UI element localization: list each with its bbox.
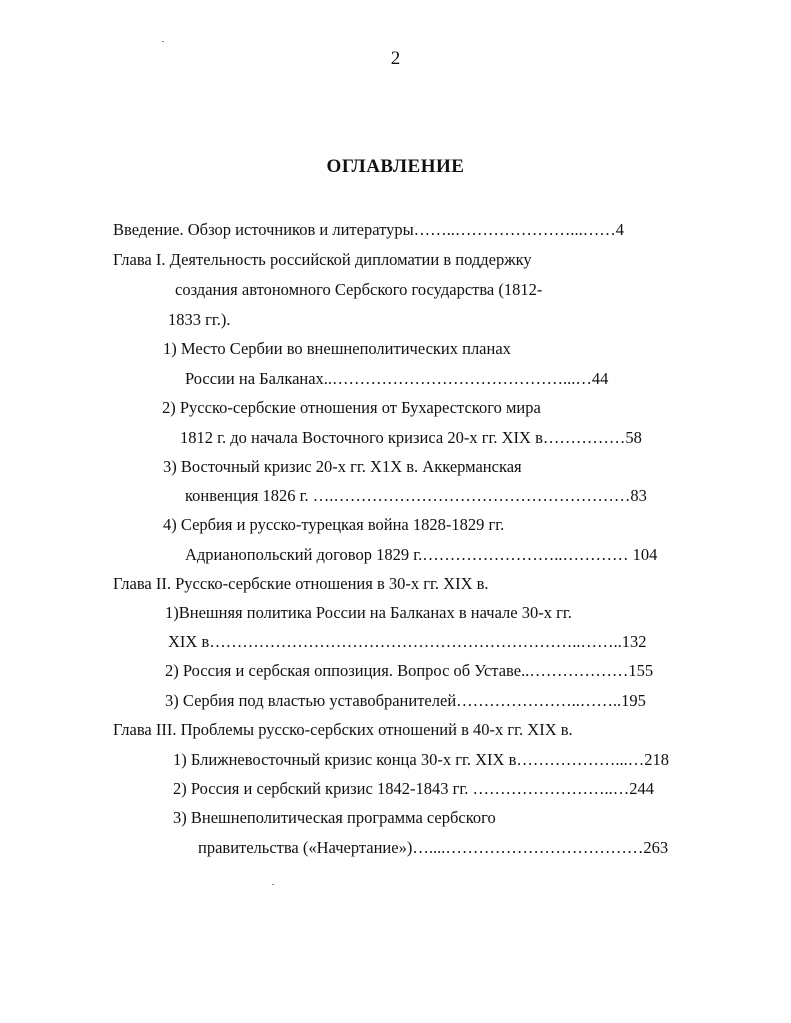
toc-ch2-section-2: 2) Россия и сербская оппозиция. Вопрос об Уставе..………………155 — [165, 661, 654, 680]
toc-chapter-1-heading-cont: создания автономного Сербского государства (1812- — [175, 280, 543, 299]
toc-ch2-section-1-cont: XIX в…………………………………………………………..……..132 — [168, 632, 647, 651]
toc-chapter-2-heading: Глава II. Русско-сербские отношения в 30-х гг. XIX в. — [113, 574, 489, 593]
toc-ch1-section-4-cont: Адрианопольский договор 1829 г.……………………..………… 104 — [185, 545, 658, 564]
toc-chapter-3-heading: Глава III. Проблемы русско-сербских отношений в 40-х гг. XIX в. — [113, 720, 573, 739]
toc-chapter-1-heading-years: 1833 гг.). — [168, 310, 231, 329]
toc-ch3-section-3-cont: правительства («Начертание»)…....………………………………263 — [198, 838, 669, 857]
page-title: ОГЛАВЛЕНИЕ — [326, 156, 465, 177]
toc-ch2-section-3: 3) Сербия под властью уставобранителей…………………..……..195 — [165, 691, 646, 710]
toc-ch3-section-1: 1) Ближневосточный кризис конца 30-х гг. XIX в………………...…218 — [173, 750, 669, 769]
toc-ch1-section-2-cont: 1812 г. до начала Восточного кризиса 20-х гг. XIX в……………58 — [180, 428, 642, 447]
scan-speck — [162, 41, 164, 42]
toc-ch1-section-3: 3) Восточный кризис 20-х гг. X1X в. Аккерманская — [163, 457, 522, 476]
toc-ch2-section-1: 1)Внешняя политика России на Балканах в начале 30-х гг. — [165, 603, 572, 622]
toc-ch1-section-3-cont: конвенция 1826 г. ….………………………………………………83 — [185, 486, 647, 505]
toc-ch1-section-4: 4) Сербия и русско-турецкая война 1828-1829 гг. — [163, 515, 505, 534]
toc-ch1-section-1: 1) Место Сербии во внешнеполитических планах — [163, 339, 511, 358]
page-number: 2 — [390, 48, 401, 69]
scan-speck — [272, 884, 274, 885]
toc-entry-intro: Введение. Обзор источников и литературы……..…………………...……4 — [113, 220, 625, 239]
toc-chapter-1-heading: Глава I. Деятельность российской дипломатии в поддержку — [113, 250, 532, 269]
toc-ch1-section-1-cont: России на Балканах..……………………………………...…44 — [185, 369, 609, 388]
toc-ch1-section-2: 2) Русско-сербские отношения от Бухарестского мира — [162, 398, 541, 417]
toc-ch3-section-2: 2) Россия и сербский кризис 1842-1843 гг. ……………………..…244 — [173, 779, 654, 798]
toc-ch3-section-3: 3) Внешнеполитическая программа сербского — [173, 808, 496, 827]
